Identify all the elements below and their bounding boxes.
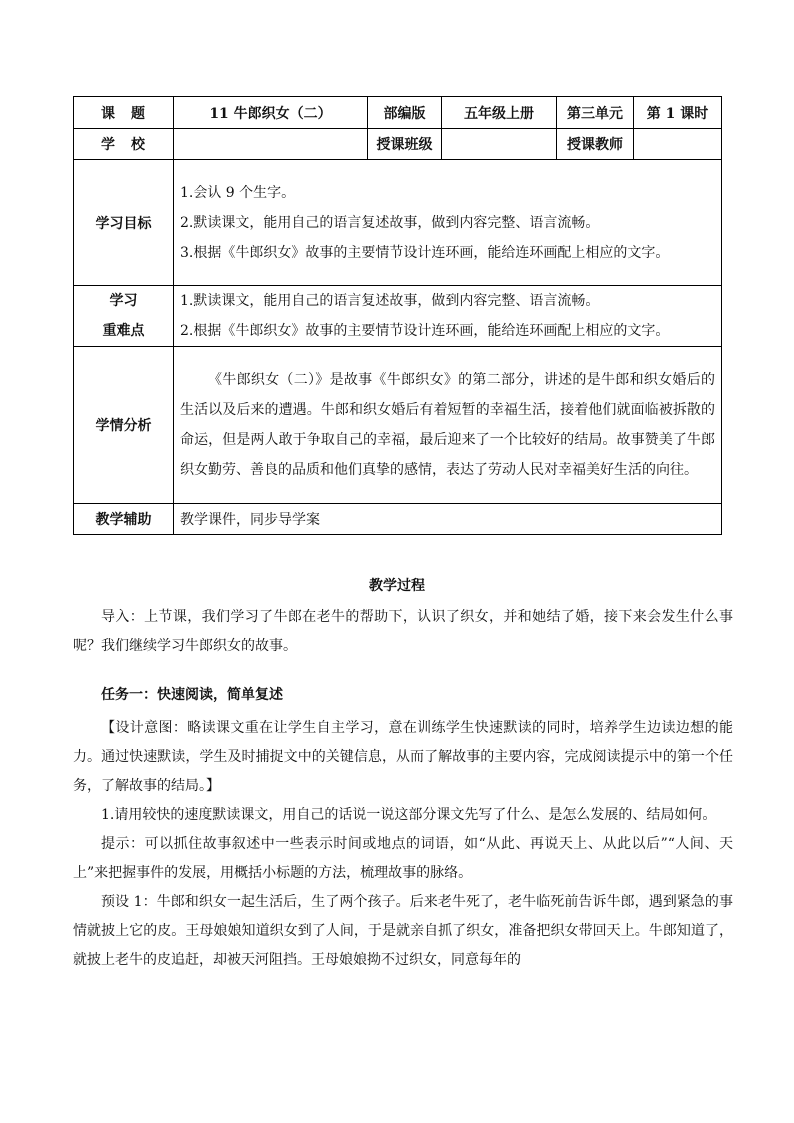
key-points-label-line2: 重难点 xyxy=(102,323,145,339)
lesson-plan-table xyxy=(73,96,722,535)
goals-content xyxy=(174,160,722,286)
key-points-label xyxy=(74,286,174,347)
lesson-label: 课 题 xyxy=(74,97,174,129)
aids-content: 教学课件，同步导学案 xyxy=(174,504,722,535)
row-school xyxy=(74,129,722,160)
goal-item: 2.默读课文，能用自己的语言复述故事，做到内容完整、语言流畅。 xyxy=(180,214,600,231)
key-points-content xyxy=(174,286,722,347)
row-aids xyxy=(74,504,722,535)
period: 第 1 课时 xyxy=(634,97,722,129)
analysis-text: 《牛郎织女（二）》是故事《牛郎织女》的第二部分，讲述的是牛郎和织女婚后的生活以及后来的遭遇。牛郎和织女婚后有着短暂的幸福生活，接着他们就面临被拆散的命运，但是两人敢于争取自己的幸福，最后迎来了一个比较好的结局。故事赞美了牛郎织女勤劳、善良的品质和他们真挚的感情，表达了劳动人民对幸福美好生活的向往。 xyxy=(180,372,715,478)
analysis-label: 学情分析 xyxy=(74,347,174,504)
school-label: 学 校 xyxy=(74,129,174,160)
lesson-title: 11 牛郎织女（二） xyxy=(174,97,368,129)
aids-label: 教学辅助 xyxy=(74,504,174,535)
school-value xyxy=(174,129,368,160)
row-analysis xyxy=(74,347,722,504)
class-label: 授课班级 xyxy=(368,129,442,160)
key-points-label-line1: 学习 xyxy=(109,293,138,309)
task1-heading: 任务一：快速阅读，简单复述 xyxy=(101,687,283,703)
goal-item: 3.根据《牛郎织女》故事的主要情节设计连环画，能给连环画配上相应的文字。 xyxy=(180,244,670,261)
grade: 五年级上册 xyxy=(442,97,557,129)
analysis-content xyxy=(174,347,722,504)
teacher-value xyxy=(634,129,722,160)
step1-paragraph: 1.请用较快的速度默读课文，用自己的话说一说这部分课文先写了什么、是怎么发展的、结局如何。 xyxy=(101,807,717,823)
row-lesson xyxy=(74,97,722,129)
design-intent-paragraph: 【设计意图：略读课文重在让学生自主学习，意在训练学生快速默读的同时，培养学生边读边想的能力。通过快速默读，学生及时捕捉文中的关键信息，从而了解故事的主要内容，完成阅读提示中的第一个任务，了解故事的结局。】 xyxy=(73,720,733,794)
process-body xyxy=(73,603,733,975)
key-point-item: 1.默读课文，能用自己的语言复述故事，做到内容完整、语言流畅。 xyxy=(180,293,600,309)
hint-paragraph: 提示：可以抓住故事叙述中一些表示时间或地点的词语，如“从此、再说天上、从此以后”“人间、天上”来把握事件的发展，用概括小标题的方法，梳理故事的脉络。 xyxy=(73,836,733,881)
intro-paragraph: 导入：上节课，我们学习了牛郎在老牛的帮助下，认识了织女，并和她结了婚，接下来会发生什么事呢？我们继续学习牛郎织女的故事。 xyxy=(73,609,733,654)
process-title: 教学过程 xyxy=(369,578,425,594)
key-point-item: 2.根据《牛郎织女》故事的主要情节设计连环画，能给连环画配上相应的文字。 xyxy=(180,323,670,339)
row-key-points xyxy=(74,286,722,347)
teacher-label: 授课教师 xyxy=(557,129,634,160)
class-value xyxy=(442,129,557,160)
preset1-paragraph: 预设 1：牛郎和织女一起生活后，生了两个孩子。后来老牛死了，老牛临死前告诉牛郎，遇到紧急的事情就披上它的皮。王母娘娘知道织女到了人间，于是就亲自抓了织女，准备把织女带回天上。牛郎知道了，就披上老牛的皮追赶，却被天河阻挡。王母娘娘拗不过织女，同意每年的 xyxy=(73,894,733,968)
goals-label: 学习目标 xyxy=(74,160,174,286)
goal-item: 1.会认 9 个生字。 xyxy=(180,184,296,201)
edition: 部编版 xyxy=(368,97,442,129)
row-goals xyxy=(74,160,722,286)
unit: 第三单元 xyxy=(557,97,634,129)
